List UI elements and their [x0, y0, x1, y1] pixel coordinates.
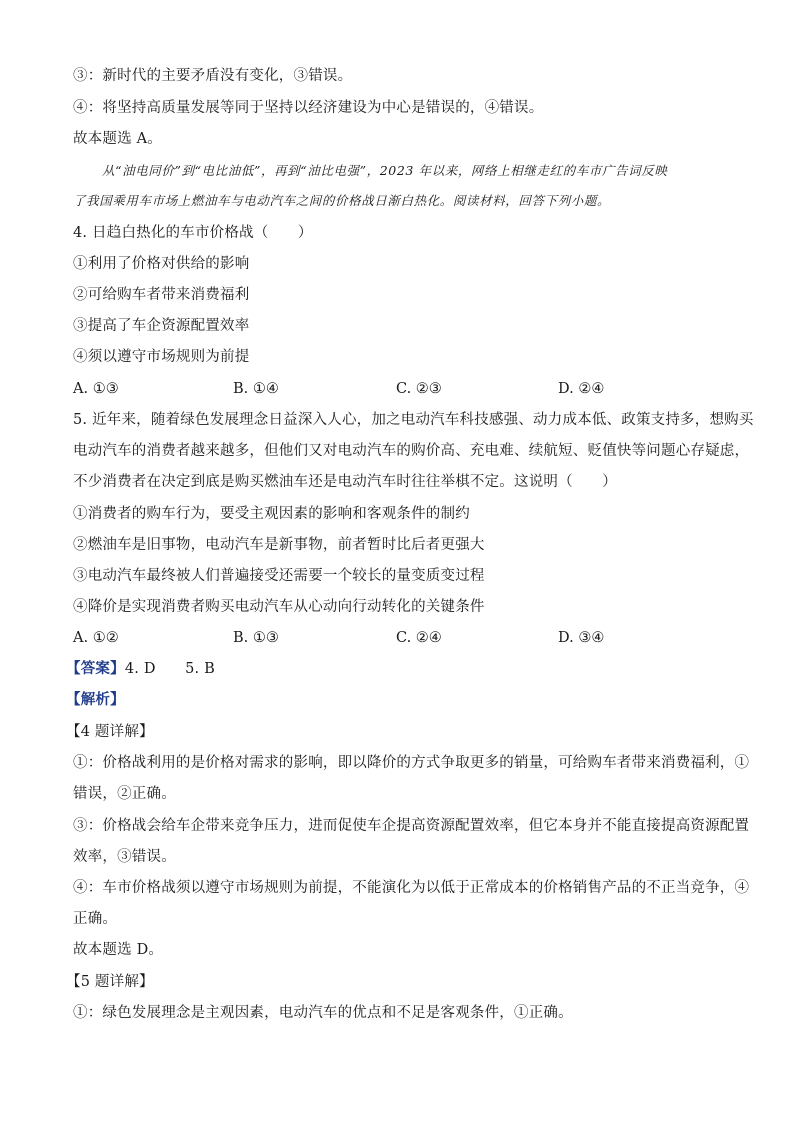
q5-option-b: B. ①③: [233, 630, 279, 646]
question-4-stem: 4. 日趋白热化的车市价格战（ ）: [73, 225, 313, 241]
detail-4-line: 正确。: [73, 911, 118, 927]
detail-4-heading: 【4 题详解】: [66, 724, 154, 740]
question-5-stem: 5. 近年来，随着绿色发展理念日益深入人心，加之电动汽车科技感强、动力成本低、政策支持多，想购买: [73, 412, 754, 428]
q5-statement: ②燃油车是旧事物，电动汽车是新事物，前者暂时比后者更强大: [73, 537, 485, 553]
detail-5-heading: 【5 题详解】: [66, 974, 154, 990]
q4-option-a: A. ①③: [73, 381, 119, 397]
detail-4-line: 故本题选 D。: [73, 942, 164, 958]
passage-line: 了我国乘用车市场上燃油车与电动汽车之间的价格战日渐白热化。阅读材料，回答下列小题。: [73, 193, 611, 208]
q4-statement: ①利用了价格对供给的影响: [73, 256, 250, 272]
q4-option-d: D. ②④: [558, 381, 605, 397]
detail-4-line: ①：价格战利用的是价格对需求的影响，即以降价的方式争取更多的销量，可给购车者带来消费福利，①: [73, 755, 750, 771]
q5-statement: ④降价是实现消费者购买电动汽车从心动向行动转化的关键条件: [73, 599, 485, 615]
q5-option-a: A. ①②: [73, 630, 119, 646]
q5-statement: ③电动汽车最终被人们普遍接受还需要一个较长的量变质变过程: [73, 568, 485, 584]
detail-4-line: 效率，③错误。: [73, 849, 176, 865]
passage-line: 从“油电同价”到“电比油低”，再到“油比电强”，2023 年以来，网络上相继走红的车市广告词反映: [102, 163, 668, 178]
q5-option-c: C. ②④: [396, 630, 442, 646]
q5-option-d: D. ③④: [558, 630, 605, 646]
analysis-tag: 【解析】: [66, 691, 125, 708]
question-5-stem: 不少消费者在决定到底是购买燃油车还是电动汽车时往往举棋不定。这说明（ ）: [73, 474, 617, 490]
q4-statement: ④须以遵守市场规则为前提: [73, 349, 250, 365]
q4-statement: ③提高了车企资源配置效率: [73, 318, 250, 334]
q4-option-b: B. ①④: [233, 381, 279, 397]
answer-tag: 【答案】: [66, 660, 125, 677]
detail-4-line: ③：价格战会给车企带来竞争压力，进而促使车企提高资源配置效率，但它本身并不能直接提高资源配置: [73, 818, 750, 834]
detail-4-line: 错误，②正确。: [73, 786, 176, 802]
text-line: 故本题选 A。: [73, 131, 162, 147]
q4-option-c: C. ②③: [396, 381, 442, 397]
q4-statement: ②可给购车者带来消费福利: [73, 287, 250, 303]
answer-text: 4. D 5. B: [124, 661, 215, 677]
text-line: ③：新时代的主要矛盾没有变化，③错误。: [73, 68, 353, 84]
text-line: ④：将坚持高质量发展等同于坚持以经济建设为中心是错误的，④错误。: [73, 100, 544, 116]
detail-4-line: ④：车市价格战须以遵守市场规则为前提，不能演化为以低于正常成本的价格销售产品的不正当竞争，④: [73, 880, 750, 896]
detail-5-line: ①：绿色发展理念是主观因素，电动汽车的优点和不足是客观条件，①正确。: [73, 1005, 573, 1021]
question-5-stem: 电动汽车的消费者越来越多，但他们又对电动汽车的购价高、充电难、续航短、贬值快等问题心存疑虑，: [73, 443, 750, 459]
q5-statement: ①消费者的购车行为，要受主观因素的影响和客观条件的制约: [73, 506, 470, 522]
answer-line: [66, 659, 215, 679]
